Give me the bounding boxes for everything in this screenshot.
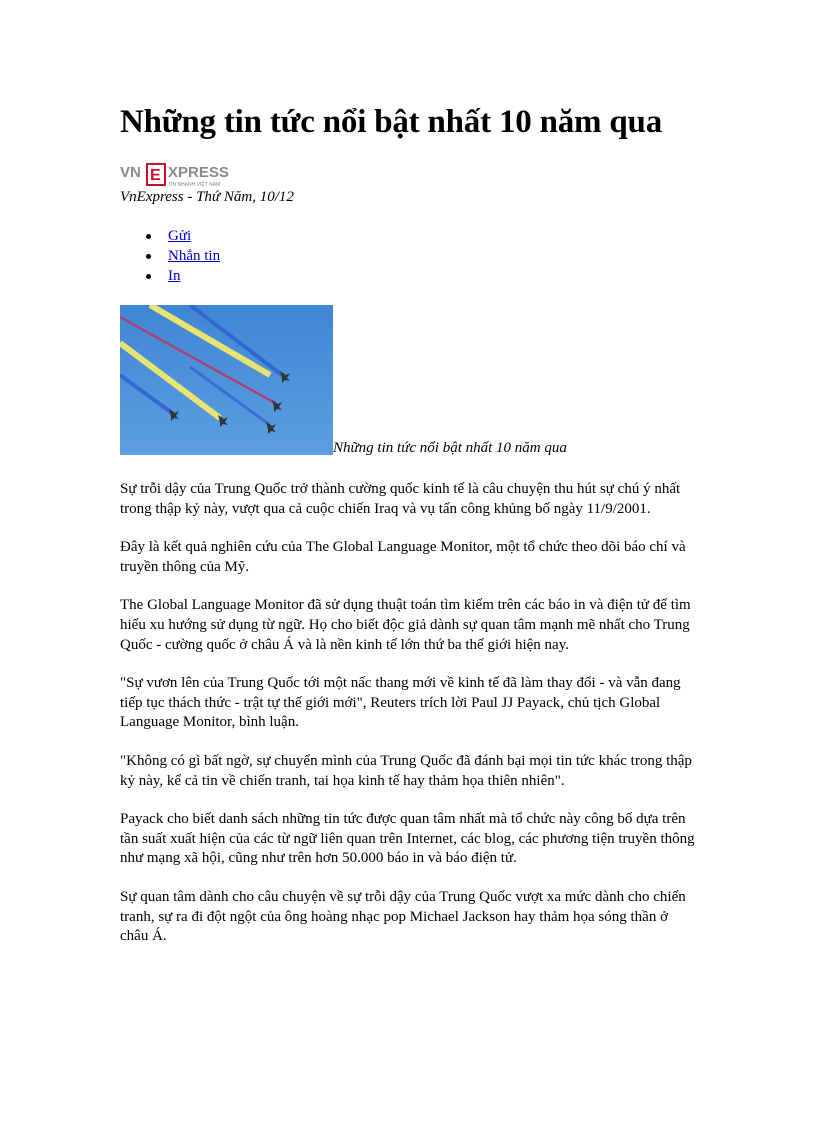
- article-byline: VnExpress - Thứ Năm, 10/12: [120, 189, 294, 205]
- paragraph: "Không có gì bất ngờ, sự chuyển mình của Trung Quốc đã đánh bại mọi tin tức khác trong thập kỷ này, kể cả tin về chiến tranh, tai họa kinh tế hay thảm họa thiên nhiên".: [120, 752, 692, 789]
- share-item-send: [120, 226, 220, 246]
- paragraph: The Global Language Monitor đã sử dụng thuật toán tìm kiếm trên các báo in và điện tử để tìm hiểu xu hướng sử dụng từ ngữ. Họ cho biết độc giả dành sự quan tâm mạnh mẽ nhất cho Trung Quốc - cường quốc ở châu Á và là nền kinh tế lớn thứ ba thế giới hiện nay.: [120, 597, 691, 653]
- aerobatic-jets-photo: [120, 305, 333, 455]
- paragraph: Sự trỗi dậy của Trung Quốc trở thành cường quốc kinh tế là câu chuyện thu hút sự chú ý nhất trong thập kỷ này, vượt qua cả cuộc chiến Iraq và vụ tấn công khủng bố ngày 11/9/2001.: [120, 481, 681, 517]
- paragraph: Sự quan tâm dành cho câu chuyện về sự trỗi dậy của Trung Quốc vượt xa mức dành cho chiến tranh, sự ra đi đột ngột của ông hoàng nhạc pop Michael Jackson hay thảm họa sóng thần ở châu Á.: [120, 888, 686, 945]
- vnexpress-logo: [120, 161, 242, 189]
- print-link[interactable]: In: [168, 268, 181, 284]
- share-links: [120, 226, 220, 286]
- sms-link[interactable]: Nhắn tin: [168, 248, 221, 264]
- article-title: Những tin tức nổi bật nhất 10 năm qua: [120, 104, 662, 140]
- paragraph: "Sự vươn lên của Trung Quốc tới một nấc thang mới về kinh tế đã làm thay đổi - và vẫn đang tiếp tục thách thức - trật tự thế giới mới", Reuters trích lời Paul JJ Payack, chủ tịch Global Language Monitor, bình luận.: [120, 675, 681, 731]
- logo-text-xpress: XPRESS: [168, 164, 229, 181]
- send-link[interactable]: Gửi: [168, 228, 192, 244]
- photo-caption: Những tin tức nổi bật nhất 10 năm qua: [333, 440, 567, 456]
- paragraph: Đây là kết quả nghiên cứu của The Global Language Monitor, một tổ chức theo dõi báo chí và truyền thông của Mỹ.: [120, 539, 686, 575]
- share-item-sms: [120, 246, 220, 266]
- paragraph: Payack cho biết danh sách những tin tức được quan tâm nhất mà tổ chức này công bố dựa trên tần suất xuất hiện của các từ ngữ liên quan trên Internet, các blog, các phương tiện truyền thông như mạng xã hội, cũng như trên hơn 50.000 báo in và báo điện tử.: [120, 811, 695, 867]
- share-item-print: [120, 266, 220, 286]
- logo-tagline: TIN NHANH VIỆT NAM: [168, 182, 221, 188]
- logo-text-vn: VN: [120, 164, 141, 181]
- logo-text-e: E: [150, 167, 161, 184]
- article-body: [120, 480, 698, 966]
